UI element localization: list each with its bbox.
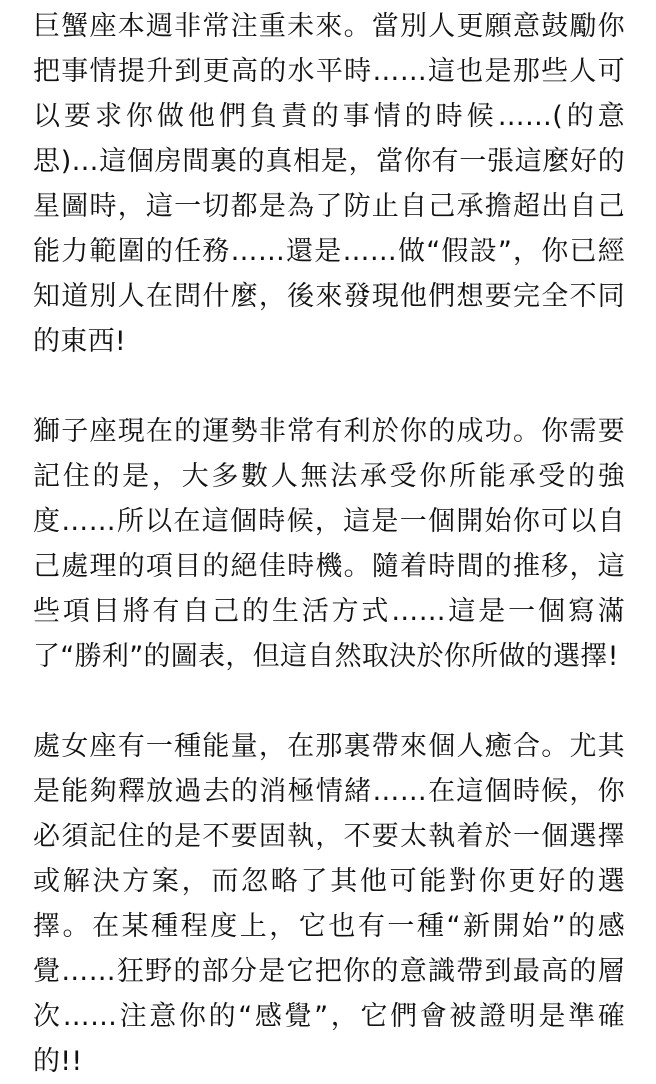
paragraph-cancer: 巨蟹座本週非常注重未來。當別人更願意鼓勵你把事情提升到更高的水平時……這也是那些人可以要求你做他們負責的事情的時候……(的意思)…這個房間裏的真相是，當你有一張這麼好的星圖時，這一切都是為了防止自己承擔超出自己能力範圍的任務……還是……做“假設”，你已經知道別人在問什麼，後來發現他們想要完全不同的東西! xyxy=(33,11,625,357)
paragraph-virgo: 處女座有一種能量，在那裏帶來個人癒合。尤其是能夠釋放過去的消極情緒……在這個時候，你必須記住的是不要固執，不要太執着於一個選擇或解決方案，而忽略了其他可能對你更好的選擇。在某種程度上，它也有一種“新開始”的感覺……狂野的部分是它把你的意識帶到最高的層次……注意你的“感覺”，它們會被證明是準確的!! xyxy=(33,731,625,1077)
paragraph-leo: 獅子座現在的運勢非常有利於你的成功。你需要記住的是，大多數人無法承受你所能承受的強度……所以在這個時候，這是一個開始你可以自己處理的項目的絕佳時機。隨着時間的推移，這些項目將有自己的生活方式……這是一個寫滿了“勝利”的圖表，但這自然取決於你所做的選擇! xyxy=(33,416,625,672)
horoscope-article xyxy=(33,4,625,1084)
